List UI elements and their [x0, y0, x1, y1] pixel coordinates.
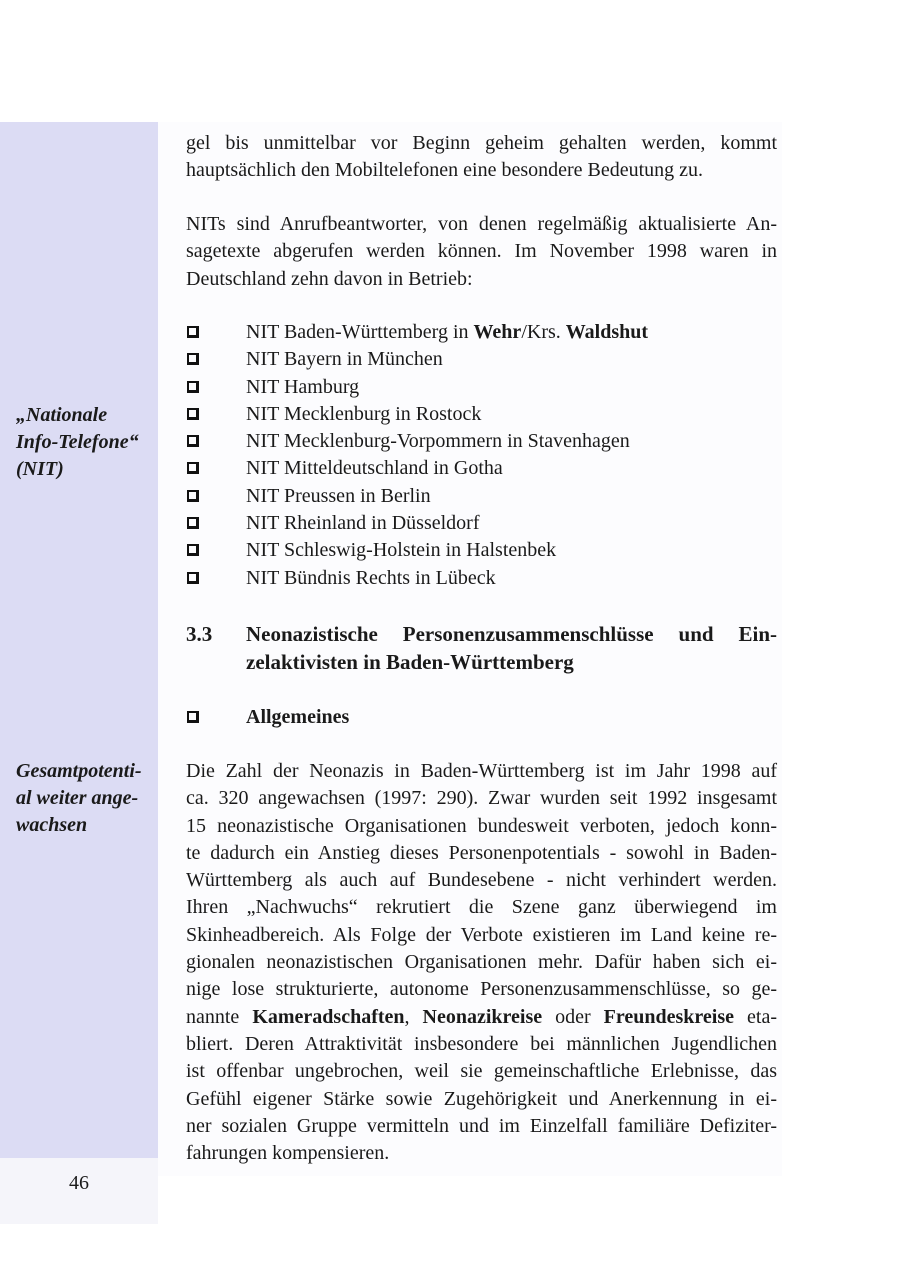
title-line: zelaktivisten in Baden-Württemberg: [246, 650, 574, 674]
margin-note-gesamtpotential: [16, 758, 156, 839]
text-line: ca. 320 angewachsen (1997: 290). Zwar wurden seit 1992 insgesamt: [186, 787, 777, 810]
nit-paragraph: [186, 211, 777, 293]
text-line: sagetexte abgerufen werden können. Im November 1998 waren in: [186, 240, 777, 263]
section-title: [246, 620, 777, 676]
subheading: [186, 703, 777, 731]
text-line: te dadurch ein Anstieg dieses Personenpotentials - sowohl in Baden-: [186, 841, 777, 864]
title-line: Neonazistische Personenzusammenschlüsse und Ein-: [246, 622, 777, 646]
list-item: NIT Bayern in München: [186, 346, 777, 373]
list-item: NIT Bündnis Rechts in Lübeck: [186, 565, 777, 592]
checkbox-icon: [187, 408, 199, 420]
checkbox-icon: [187, 517, 199, 529]
text-line: hauptsächlich den Mobiltelefonen eine besondere Bedeutung zu.: [186, 159, 704, 182]
list-item: NIT Baden-Württemberg in Wehr/Krs. Waldshut: [186, 319, 777, 346]
text-line: gionalen neonazistischen Organisationen mehr. Dafür haben sich ei-: [186, 951, 777, 974]
checkbox-icon: [187, 381, 199, 393]
text-line: Skinheadbereich. Als Folge der Verbote existieren im Land keine re-: [186, 923, 777, 946]
margin-note-nit: [16, 402, 156, 483]
text-line: NITs sind Anrufbeantworter, von denen regelmäßig aktualisierte An-: [186, 213, 777, 235]
margin-note-line: Info-Telefone“: [16, 431, 139, 453]
text-line: Ihren „Nachwuchs“ rekrutiert die Szene ganz überwiegend im: [186, 896, 777, 919]
margin-note-line: Gesamtpotenti-: [16, 760, 142, 782]
list-item: NIT Mecklenburg-Vorpommern in Stavenhagen: [186, 428, 777, 455]
text-line: ner sozialen Gruppe vermitteln und im Einzelfall familiäre Defiziter-: [186, 1114, 777, 1137]
text-line: ist offenbar ungebrochen, weil sie gemeinschaftliche Erlebnisse, das: [186, 1060, 777, 1083]
body-paragraph: [186, 758, 777, 1167]
list-item: NIT Preussen in Berlin: [186, 483, 777, 510]
checkbox-icon: [187, 490, 199, 502]
checkbox-icon: [187, 462, 199, 474]
text-line: 15 neonazistische Organisationen bundesweit verboten, jedoch konn-: [186, 814, 777, 837]
list-item: NIT Hamburg: [186, 374, 777, 401]
margin-note-line: al weiter ange-: [16, 787, 139, 809]
margin-note-line: wachsen: [16, 814, 88, 836]
list-item: NIT Mitteldeutschland in Gotha: [186, 455, 777, 482]
section-number: 3.3: [186, 622, 213, 646]
text-line: fahrungen kompensieren.: [186, 1142, 390, 1165]
checkbox-icon: [187, 544, 199, 556]
text-line: Gefühl eigener Stärke sowie Zugehörigkeit und Anerkennung in ei-: [186, 1087, 777, 1110]
text-line: Württemberg als auch auf Bundesebene - nicht verhindert werden.: [186, 869, 777, 892]
margin-note-line: (NIT): [16, 458, 64, 480]
checkbox-icon: [187, 435, 199, 447]
subheading-label: Allgemeines: [246, 706, 350, 728]
list-item: NIT Rheinland in Düsseldorf: [186, 510, 777, 537]
text-line: Deutschland zehn davon in Betrieb:: [186, 267, 473, 290]
nit-list: [186, 319, 777, 592]
text-line: Die Zahl der Neonazis in Baden-Württemberg ist im Jahr 1998 auf: [186, 760, 777, 782]
page-number: 46: [69, 1172, 89, 1194]
text-line: bliert. Deren Attraktivität insbesondere bei männlichen Jugendlichen: [186, 1032, 777, 1055]
text-line: nige lose strukturierte, autonome Personenzusammenschlüsse, so ge-: [186, 978, 777, 1001]
intro-paragraph: [186, 130, 777, 185]
checkbox-icon: [187, 353, 199, 365]
checkbox-icon: [187, 326, 199, 338]
margin-note-line: „Nationale: [16, 404, 108, 426]
list-item: NIT Mecklenburg in Rostock: [186, 401, 777, 428]
checkbox-icon: [187, 711, 199, 723]
list-item: NIT Schleswig-Holstein in Halstenbek: [186, 537, 777, 564]
text-line: gel bis unmittelbar vor Beginn geheim gehalten werden, kommt: [186, 132, 777, 154]
margin-sidebar: [0, 122, 158, 1158]
text-line-with-bold: nannte Kameradschaften, Neonazikreise oder Freundeskreise eta-: [186, 1005, 777, 1028]
checkbox-icon: [187, 572, 199, 584]
